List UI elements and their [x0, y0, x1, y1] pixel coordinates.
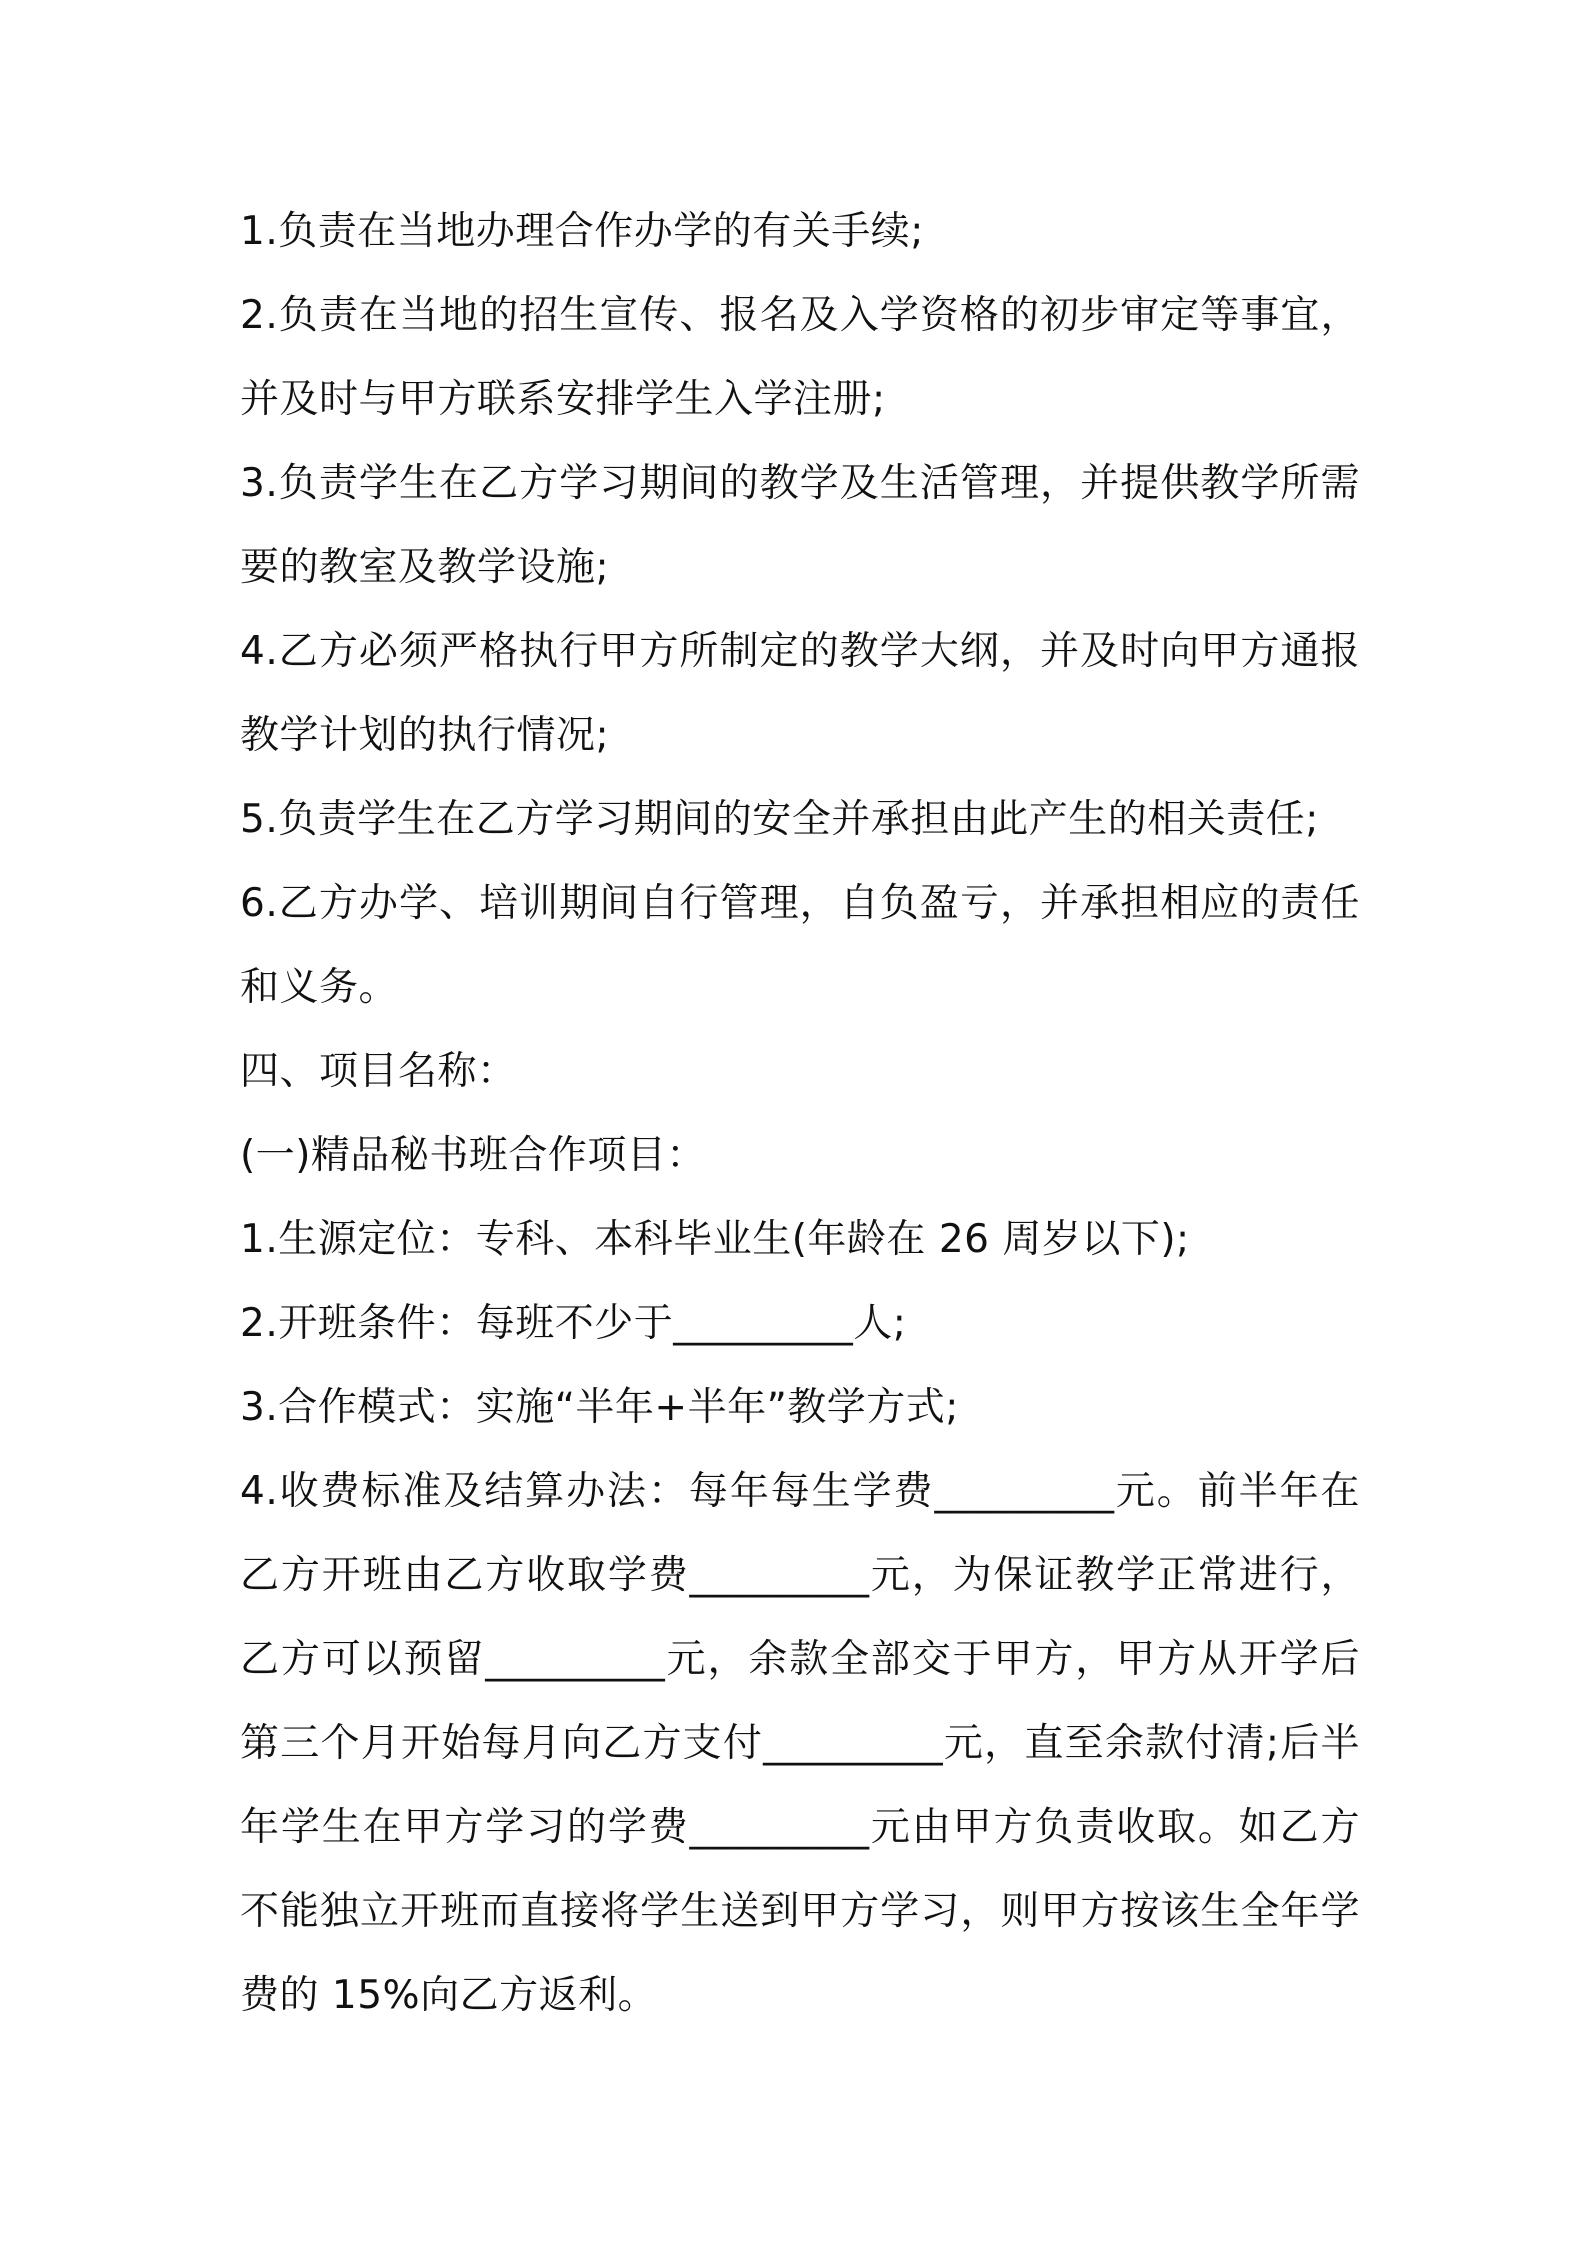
- clause-5: 5.负责学生在乙方学习期间的安全并承担由此产生的相关责任;: [240, 797, 1319, 842]
- item-class-condition: 2.开班条件：每班不少于_________人;: [240, 1301, 907, 1346]
- section-heading: 四、项目名称：: [240, 1049, 517, 1094]
- clause-2: 2.负责在当地的招生宣传、报名及入学资格的初步审定等事宜，并及时与甲方联系安排学生入学注册;: [240, 293, 1360, 422]
- document-body: [240, 190, 1360, 2038]
- subsection-heading: (一)精品秘书班合作项目：: [240, 1133, 706, 1178]
- clause-4: 4.乙方必须严格执行甲方所制定的教学大纲，并及时向甲方通报教学计划的执行情况;: [240, 629, 1360, 758]
- item-cooperation-mode: 3.合作模式：实施“半年+半年”教学方式;: [240, 1385, 959, 1430]
- item-student-source: 1.生源定位：专科、本科毕业生(年龄在 26 周岁以下);: [240, 1217, 1190, 1262]
- item-fee-settlement: 4.收费标准及结算办法：每年每生学费_________元。前半年在乙方开班由乙方收取学费_________元，为保证教学正常进行，乙方可以预留_________元，余款全部交于甲方，甲方从开学后第三个月开始每月向乙方支付_________元，直至余款付清;后半年学生在甲方学习的学费_________元由甲方负责收取。如乙方不能独立开班而直接将学生送到甲方学习，则甲方按该生全年学费的 15%向乙方返利。: [240, 1469, 1360, 2018]
- clause-1: 1.负责在当地办理合作办学的有关手续;: [240, 209, 924, 254]
- clause-6: 6.乙方办学、培训期间自行管理，自负盈亏，并承担相应的责任和义务。: [240, 881, 1360, 1010]
- clause-3: 3.负责学生在乙方学习期间的教学及生活管理，并提供教学所需要的教室及教学设施;: [240, 461, 1360, 590]
